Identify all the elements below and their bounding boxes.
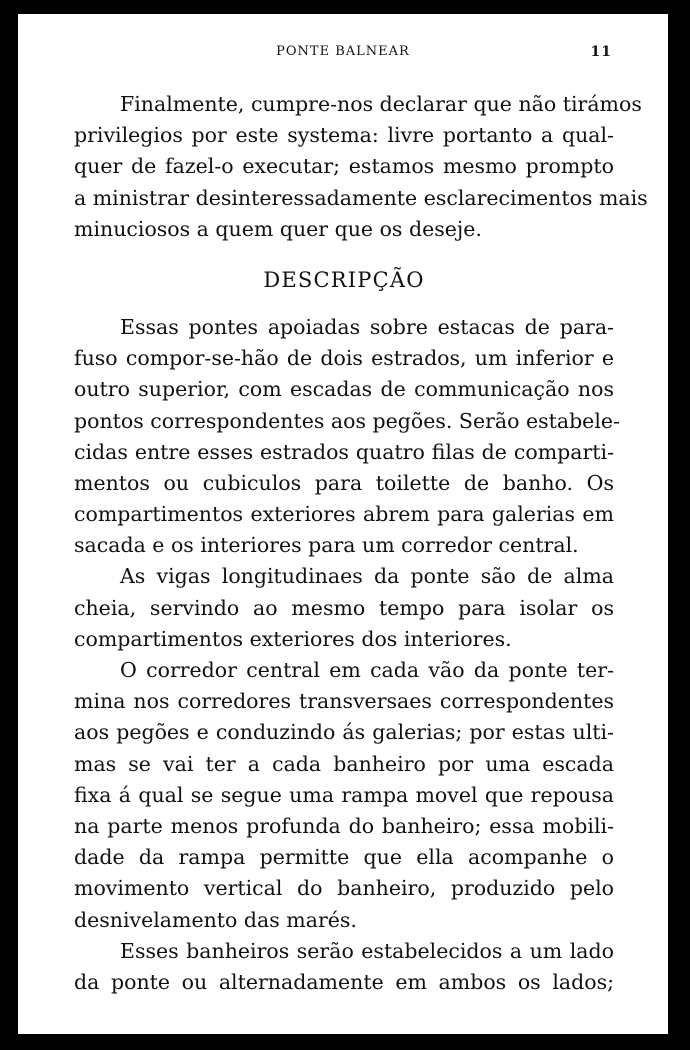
- text-line: cheia, servindo ao mesmo tempo para isolar os: [74, 595, 614, 620]
- paragraph: [74, 561, 614, 655]
- text-line: quer de fazel-o executar; estamos mesmo prompto: [74, 154, 614, 179]
- text-line: fuso compor-se-hão de dois estrados, um inferior e: [74, 346, 614, 371]
- running-head: [18, 44, 668, 64]
- text-line: cidas entre esses estrados quatro filas de comparti-: [74, 439, 614, 464]
- running-title: PONTE BALNEAR: [276, 44, 410, 59]
- text-line: compartimentos exteriores abrem para galerias em: [74, 502, 614, 527]
- text-line: Esses banheiros serão estabelecidos a um lado: [120, 938, 614, 963]
- text-line: pontos correspondentes aos pegões. Serão estabele-: [74, 408, 620, 433]
- section-heading: DESCRIPÇÃO: [263, 267, 425, 292]
- paragraph: [74, 655, 614, 936]
- text-line: na parte menos profunda do banheiro; essa mobili-: [74, 813, 614, 838]
- text-line: aos pegões e conduzindo ás galerias; por estas ulti-: [74, 720, 614, 745]
- text-line: As vigas longitudinaes da ponte são de alma: [120, 564, 614, 589]
- text-line: mina nos corredores transversaes correspondentes: [74, 689, 614, 714]
- text-line: movimento vertical do banheiro, produzido pelo: [74, 876, 614, 901]
- text-line: outro superior, com escadas de communicação nos: [74, 377, 614, 402]
- text-line: mas se vai ter a cada banheiro por uma escada: [74, 751, 614, 776]
- text-line: mentos ou cubiculos para toilette de banho. Os: [74, 470, 614, 495]
- paragraph: [74, 312, 620, 562]
- text-line: compartimentos exteriores dos interiores.: [74, 626, 512, 651]
- text-line: Essas pontes apoiadas sobre estacas de para-: [120, 314, 614, 339]
- intro-paragraph: [74, 89, 648, 245]
- text-line: fixa á qual se segue uma rampa movel que repousa: [74, 782, 614, 807]
- paragraph: [74, 936, 614, 998]
- text-line: Finalmente, cumpre-nos declarar que não tirámos: [120, 92, 642, 116]
- book-page: [18, 14, 668, 1034]
- text-line: O corredor central em cada vão da ponte ter-: [120, 658, 614, 682]
- text-line: desnivelamento das marés.: [74, 907, 357, 932]
- text-line: da ponte ou alternadamente em ambos os lados;: [74, 969, 614, 994]
- text-line: dade da rampa permitte que ella acompanhe o: [74, 845, 614, 870]
- text-line: a ministrar desinteressadamente esclarecimentos mais: [74, 185, 648, 210]
- page-number: 11: [590, 44, 612, 60]
- text-line: privilegios por este systema: livre portanto a qual-: [74, 123, 614, 148]
- text-line: sacada e os interiores para um corredor central.: [74, 533, 579, 558]
- body-text: [74, 89, 648, 998]
- text-line: minuciosos a quem quer que os deseje.: [74, 216, 482, 241]
